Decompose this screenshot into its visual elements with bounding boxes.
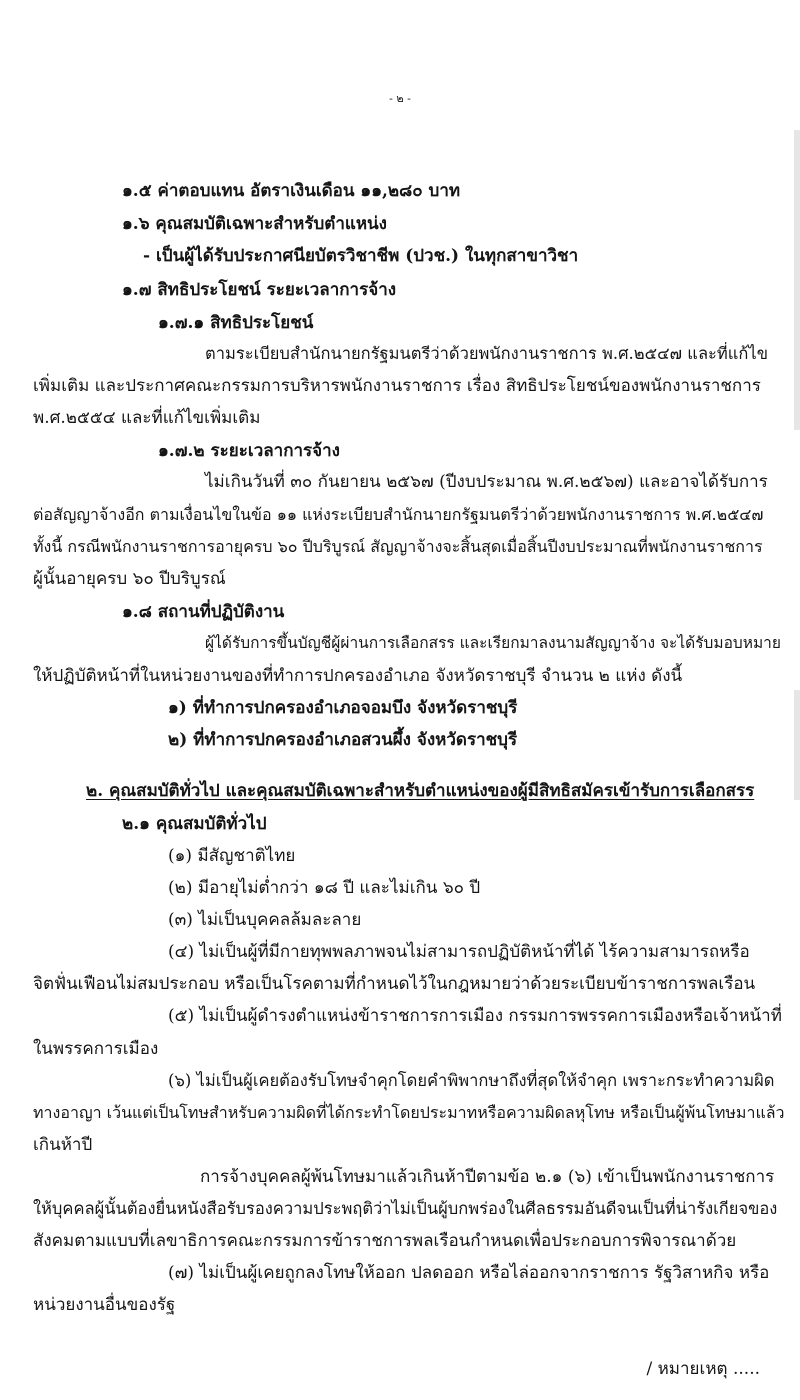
section-1-7-2-heading: ๑.๗.๒ ระยะเวลาการจ้าง [158, 441, 340, 461]
section-1-5-compensation: ๑.๕ ค่าตอบแทน อัตราเงินเดือน ๑๑,๒๘๐ บาท [122, 181, 461, 201]
paragraph-line: ต่อสัญญาจ้างอีก ตามเงื่อนไขในข้อ ๑๑ แห่งระเบียบสำนักนายกรัฐมนตรีว่าด้วยพนักงานราชการ พ.ศ.๒๕๔๗ [33, 505, 764, 524]
paragraph-line: สังคมตามแบบที่เลขาธิการคณะกรรมการข้าราชการพลเรือนกำหนดเพื่อประกอบการพิจารณาด้วย [33, 1231, 737, 1251]
paragraph-line: ในพรรคการเมือง [33, 1039, 159, 1059]
section-1-8-heading: ๑.๘ สถานที่ปฏิบัติงาน [122, 602, 285, 622]
paragraph-line: ให้ปฏิบัติหน้าที่ในหน่วยงานของที่ทำการปกครองอำเภอ จังหวัดราชบุรี จำนวน ๒ แห่ง ดังนี้ [33, 666, 683, 686]
page-number: - ๒ - [389, 92, 411, 105]
list-item: (๔) ไม่เป็นผู้ที่มีกายทุพพลภาพจนไม่สามารถปฏิบัติหน้าที่ได้ ไร้ความสามารถหรือ [168, 942, 750, 962]
list-item: (๑) มีสัญชาติไทย [168, 846, 296, 866]
paragraph-line: ผู้นั้นอายุครบ ๖๐ ปีบริบูรณ์ [33, 569, 226, 589]
paragraph-line: การจ้างบุคคลผู้พ้นโทษมาแล้วเกินห้าปีตามข้อ ๒.๑ (๖) เข้าเป็นพนักงานราชการ [200, 1167, 775, 1187]
paragraph-line: ผู้ได้รับการขึ้นบัญชีผู้ผ่านการเลือกสรร และเรียกมาลงนามสัญญาจ้าง จะได้รับมอบหมาย [205, 634, 781, 652]
footer-continuation: / หมายเหตุ ..... [646, 1359, 760, 1379]
list-item: (๕) ไม่เป็นผู้ดำรงตำแหน่งข้าราชการการเมือง กรรมการพรรคการเมืองหรือเจ้าหน้าที่ [168, 1006, 782, 1026]
workplace-item-1: ๑) ที่ทำการปกครองอำเภอจอมบึง จังหวัดราชบุรี [168, 698, 518, 718]
list-item: (๗) ไม่เป็นผู้เคยถูกลงโทษให้ออก ปลดออก หรือไล่ออกจากราชการ รัฐวิสาหกิจ หรือ [168, 1263, 770, 1283]
workplace-item-2: ๒) ที่ทำการปกครองอำเภอสวนผึ้ง จังหวัดราชบุรี [168, 730, 518, 750]
section-1-6-qualification-heading: ๑.๖ คุณสมบัติเฉพาะสำหรับตำแหน่ง [122, 214, 387, 234]
scan-edge-shadow [794, 130, 800, 430]
paragraph-line: ทางอาญา เว้นแต่เป็นโทษสำหรับความผิดที่ได้กระทำโดยประมาทหรือความผิดลหุโทษ หรือเป็นผู้พ้นโทษมาแล้ว [33, 1103, 785, 1122]
paragraph-line: จิตฟั่นเฟือนไม่สมประกอบ หรือเป็นโรคตามที่กำหนดไว้ในกฎหมายว่าด้วยระเบียบข้าราชการพลเรือน [33, 974, 756, 994]
paragraph-line: เกินห้าปี [33, 1135, 93, 1155]
section-2-1-heading: ๒.๑ คุณสมบัติทั่วไป [122, 814, 267, 834]
paragraph-line: เพิ่มเติม และประกาศคณะกรรมการบริหารพนักงานราชการ เรื่อง สิทธิประโยชน์ของพนักงานราชการ [33, 376, 761, 396]
list-item: (๒) มีอายุไม่ต่ำกว่า ๑๘ ปี และไม่เกิน ๖๐ ปี [168, 878, 481, 898]
section-1-7-1-heading: ๑.๗.๑ สิทธิประโยชน์ [158, 313, 314, 333]
paragraph-line: หน่วยงานอื่นของรัฐ [33, 1295, 176, 1315]
paragraph-line: ให้บุคคลผู้นั้นต้องยื่นหนังสือรับรองความประพฤติว่าไม่เป็นผู้บกพร่องในศีลธรรมอันดีจนเป็นที่น่ารังเกียจของ [33, 1199, 778, 1218]
list-item: (๓) ไม่เป็นบุคคลล้มละลาย [168, 910, 362, 930]
paragraph-line: พ.ศ.๒๕๕๔ และที่แก้ไขเพิ่มเติม [33, 408, 261, 428]
paragraph-line: ตามระเบียบสำนักนายกรัฐมนตรีว่าด้วยพนักงานราชการ พ.ศ.๒๕๔๗ และที่แก้ไข [205, 344, 768, 363]
paragraph-line: ไม่เกินวันที่ ๓๐ กันยายน ๒๕๖๗ (ปีงบประมาณ พ.ศ.๒๕๖๗) และอาจได้รับการ [205, 472, 768, 492]
scan-edge-shadow [794, 690, 800, 800]
list-item: (๖) ไม่เป็นผู้เคยต้องรับโทษจำคุกโดยคำพิพากษาถึงที่สุดให้จำคุก เพราะกระทำความผิด [168, 1071, 775, 1090]
section-1-6-qualification-item: - เป็นผู้ได้รับประกาศนียบัตรวิชาชีพ (ปวช.) ในทุกสาขาวิชา [143, 246, 579, 266]
section-1-7-heading: ๑.๗ สิทธิประโยชน์ ระยะเวลาการจ้าง [122, 280, 397, 300]
paragraph-line: ทั้งนี้ กรณีพนักงานราชการอายุครบ ๖๐ ปีบริบูรณ์ สัญญาจ้างจะสิ้นสุดเมื่อสิ้นปีงบประมาณที่พนักงานราชการ [33, 537, 763, 556]
section-2-heading: ๒. คุณสมบัติทั่วไป และคุณสมบัติเฉพาะสำหรับตำแหน่งของผู้มีสิทธิสมัครเข้ารับการเลือกสรร [86, 781, 755, 801]
